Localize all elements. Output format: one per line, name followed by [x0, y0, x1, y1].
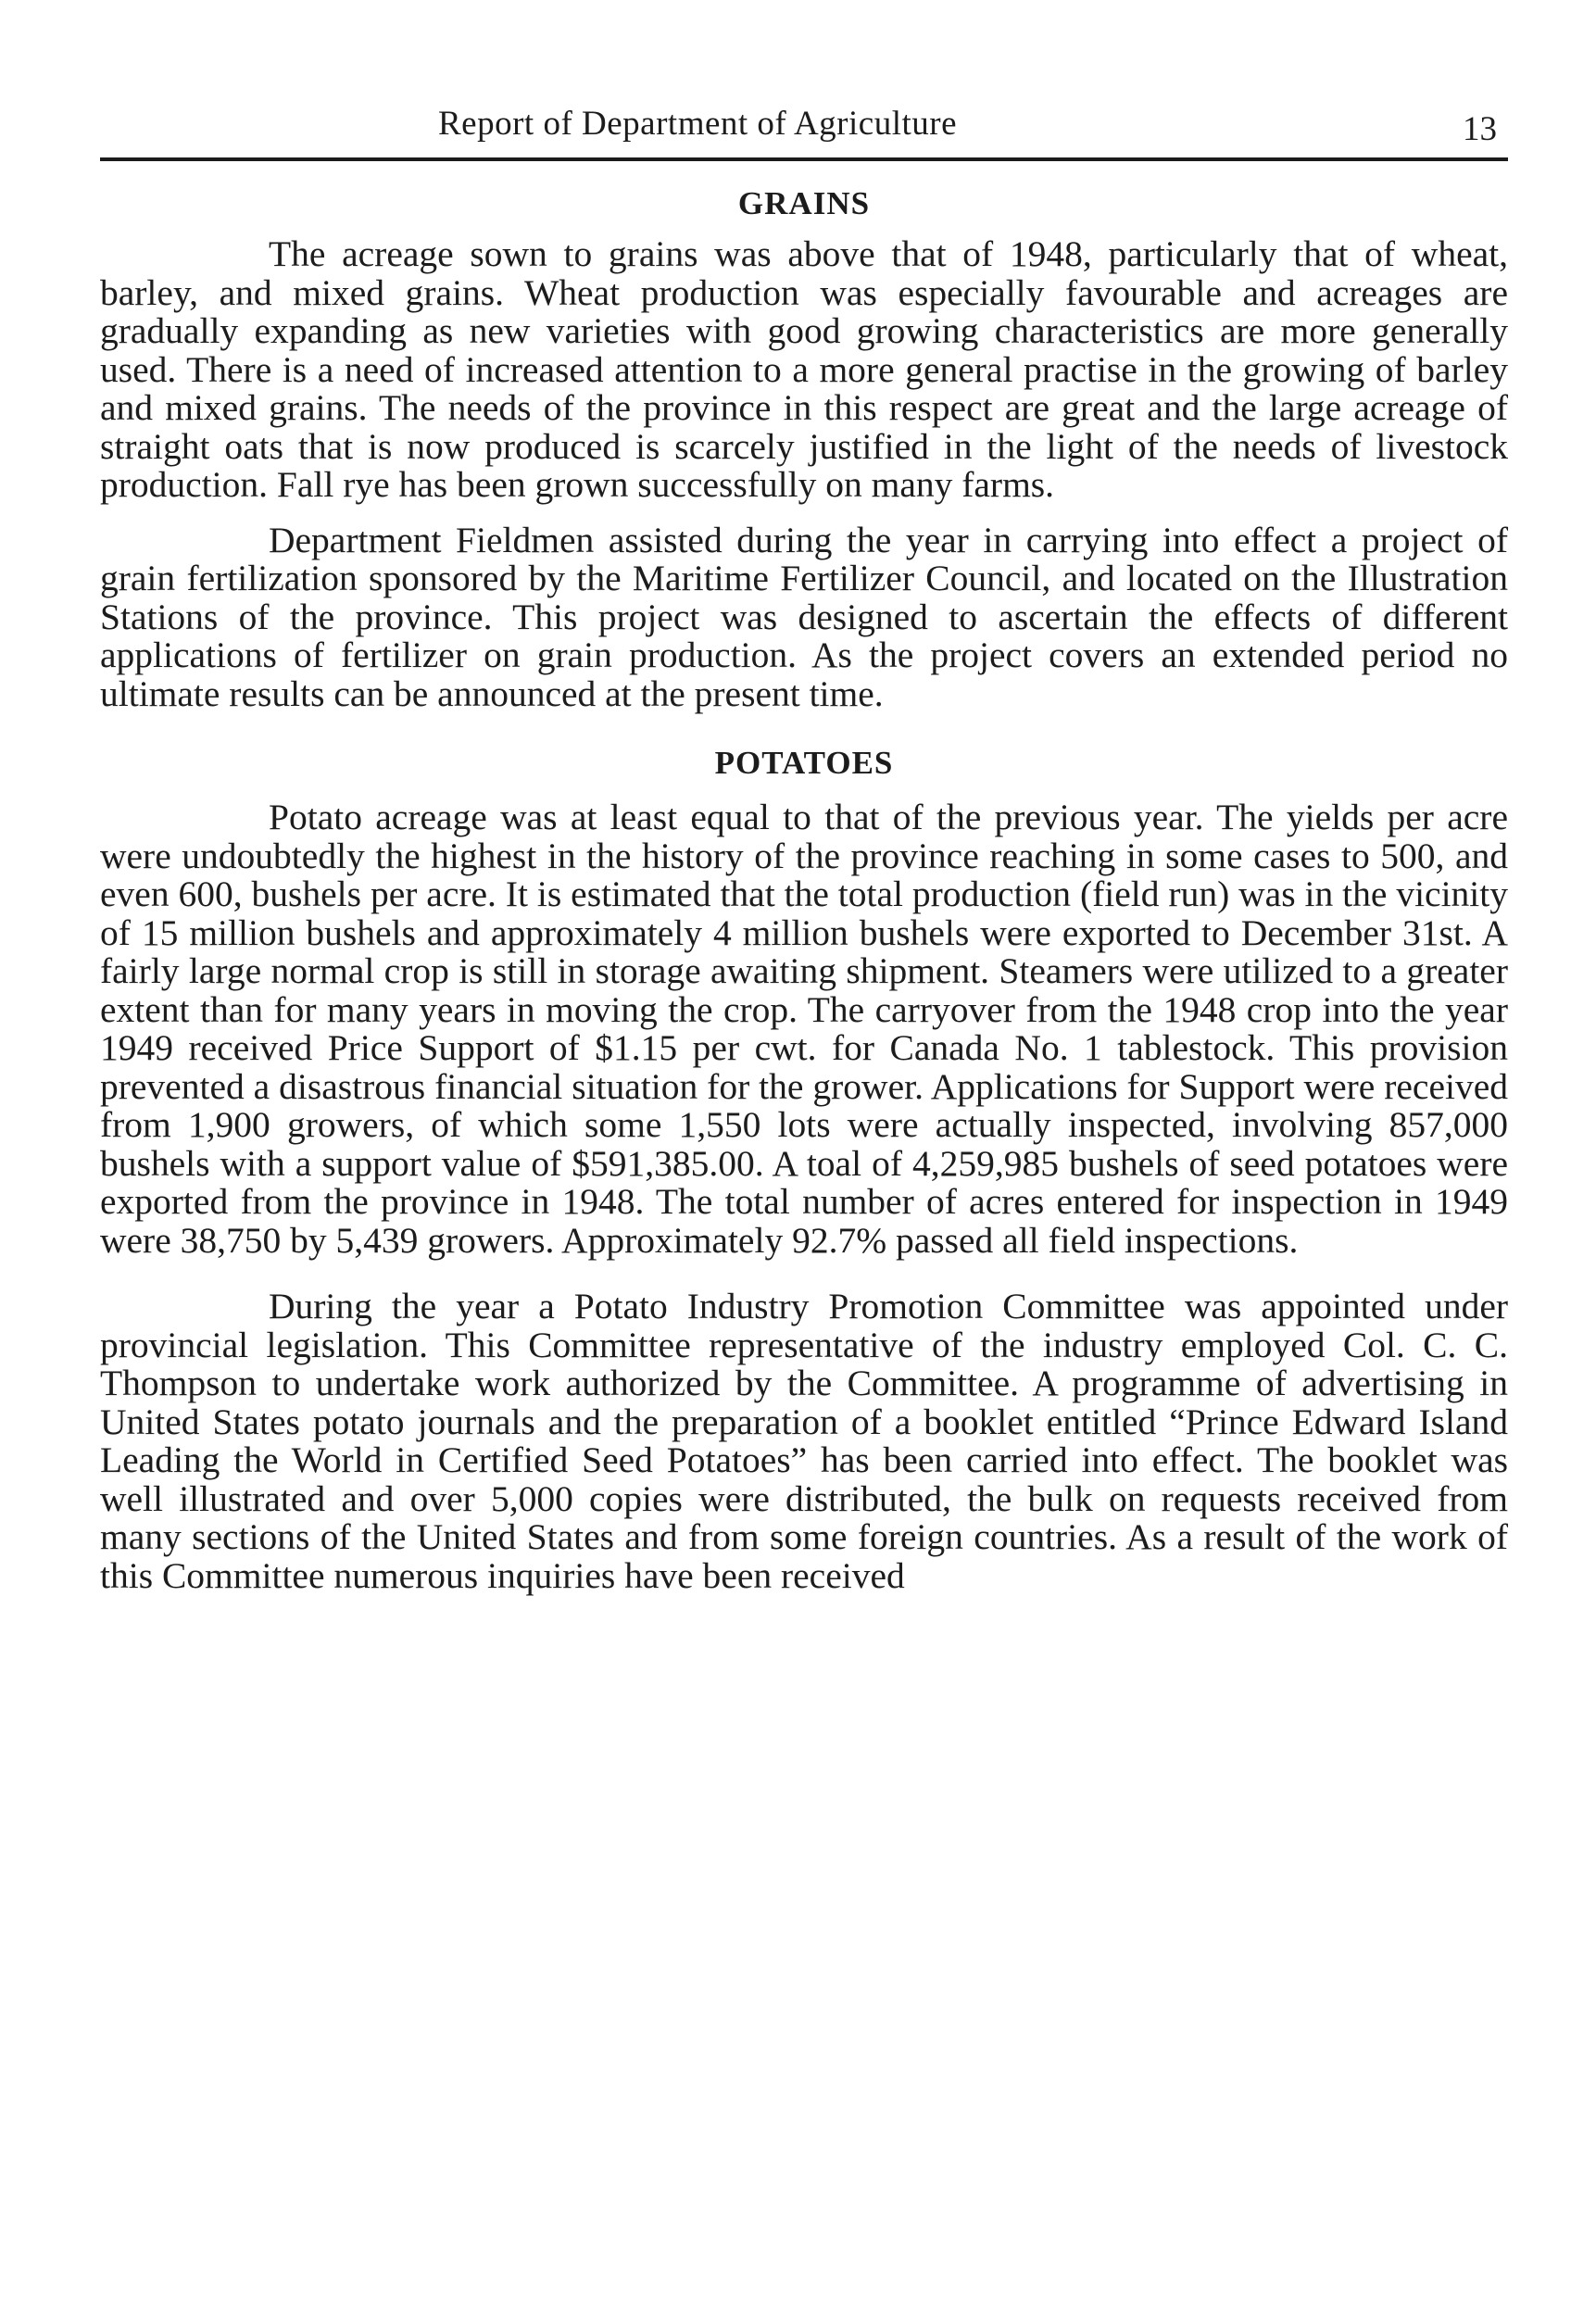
paragraph: During the year a Potato Industry Promotion Committee was appointed under provincial legislation. This Committee representative of the industry employed Col. C. C. Thompson to undertake work authorized by the Committee. A programme of advertising in United States potato journals and the preparation of a booklet entitled “Prince Edward Island Leading the World in Certified Seed Potatoes” has been carried into effect. The booklet was well illustrated and over 5,000 copies were distributed, the bulk on requests received from many sections of the United States and from some foreign countries. As a result of the work of this Committee numerous inquiries have been received [100, 1286, 1508, 1596]
running-head-title: Report of Department of Agriculture [438, 105, 957, 143]
paragraph: The acreage sown to grains was above that of 1948, particularly that of wheat, barley, and mixed grains. Wheat production was especially favourable and acreages are gradually expanding as new varieties with good growing characteristics are more generally used. There is a need of increased attention to a more general practise in the growing of barley and mixed grains. The needs of the province in this respect are great and the large acreage of straight oats that is now produced is scarcely justified in the light of the needs of livestock production. Fall rye has been grown successfully on many farms. [100, 233, 1508, 505]
grains-section [100, 185, 1508, 713]
potatoes-section [100, 745, 1508, 1595]
section-heading-grains: GRAINS [737, 185, 871, 221]
potatoes-body [100, 798, 1508, 1595]
document-page [100, 102, 1508, 1595]
page-number: 13 [1463, 110, 1497, 148]
page-header [100, 102, 1508, 161]
section-heading-potatoes: POTATOES [714, 745, 894, 781]
paragraph: Department Fieldmen assisted during the year in carrying into effect a project of grain fertilization sponsored by the Maritime Fertilizer Council, and located on the Illustration Stations of the province. This project was designed to ascertain the effects of different applications of fertilizer on grain production. As the project covers an extended period no ultimate results can be announced at the present time. [100, 519, 1508, 714]
paragraph: Potato acreage was at least equal to that of the previous year. The yields per acre were undoubtedly the highest in the history of the province reaching in some cases to 500, and even 600, bushels per acre. It is estimated that the total production (field run) was in the vicinity of 15 million bushels and approximately 4 million bushels were exported to December 31st. A fairly large normal crop is still in storage awaiting shipment. Steamers were utilized to a greater extent than for many years in moving the crop. The carryover from the 1948 crop into the year 1949 received Price Support of $1.15 per cwt. for Canada No. 1 tablestock. This provision prevented a disastrous financial situation for the grower. Applications for Support were received from 1,900 growers, of which some 1,550 lots were actually inspected, involving 857,000 bushels with a support value of $591,385.00. A toal of 4,259,985 bushels of seed potatoes were exported from the province in 1948. The total number of acres entered for inspection in 1949 were 38,750 by 5,439 growers. Approximately 92.7% passed all field inspections. [100, 797, 1508, 1261]
grains-body [100, 235, 1508, 713]
